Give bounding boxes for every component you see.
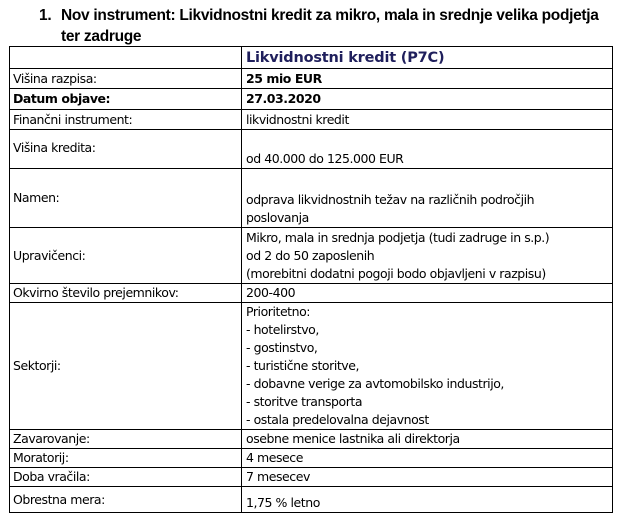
header-label-cell bbox=[10, 47, 242, 69]
row-label: Moratorij: bbox=[10, 449, 242, 468]
table-row bbox=[10, 169, 613, 228]
value-line: - turistične storitve, bbox=[246, 358, 360, 373]
value-line: - gostinstvo, bbox=[246, 340, 318, 355]
row-label: Višina razpisa: bbox=[10, 69, 242, 89]
value-line: - storitve transporta bbox=[246, 394, 363, 409]
table-row bbox=[10, 284, 613, 303]
row-value bbox=[242, 303, 613, 430]
row-label: Sektorji: bbox=[10, 303, 242, 430]
value-line: od 2 do 50 zaposlenih bbox=[246, 247, 375, 263]
table-row bbox=[10, 228, 613, 284]
row-value: 1,75 % letno bbox=[242, 487, 613, 513]
value-line: - dobavne verige za avtomobilsko industrijo, bbox=[246, 376, 504, 391]
row-label: Zavarovanje: bbox=[10, 430, 242, 449]
table-row bbox=[10, 449, 613, 468]
table-row bbox=[10, 130, 613, 169]
table-row bbox=[10, 89, 613, 110]
value-line: Mikro, mala in srednja podjetja (tudi zadruge in s.p.) bbox=[246, 229, 550, 245]
value-line: (morebitni dodatni pogoji bodo objavljeni v razpisu) bbox=[246, 265, 546, 281]
row-value: 4 mesece bbox=[242, 449, 613, 468]
table-row bbox=[10, 69, 613, 89]
row-value: likvidnostni kredit bbox=[242, 110, 613, 130]
row-value: 25 mio EUR bbox=[242, 69, 613, 89]
value-line: - ostala predelovalna dejavnost bbox=[246, 412, 429, 427]
value-line: poslovanja bbox=[246, 210, 309, 225]
row-label: Okvirno število prejemnikov: bbox=[10, 284, 242, 303]
row-label: Datum objave: bbox=[10, 89, 242, 110]
row-value: 200-400 bbox=[242, 284, 613, 303]
heading-number: 1. bbox=[39, 7, 52, 24]
value-line: Prioritetno: bbox=[246, 304, 311, 319]
row-label: Namen: bbox=[10, 169, 242, 228]
row-value: 7 mesecev bbox=[242, 468, 613, 487]
value-line: - hotelirstvo, bbox=[246, 322, 319, 337]
instrument-table bbox=[9, 46, 613, 513]
heading-text: Nov instrument: Likvidnostni kredit za mikro, mala in srednje velika podjetja ter zadruge bbox=[61, 7, 599, 45]
row-label: Višina kredita: bbox=[10, 130, 242, 169]
table-row bbox=[10, 430, 613, 449]
row-value bbox=[242, 228, 613, 284]
table-header-row bbox=[10, 47, 613, 69]
section-heading bbox=[39, 5, 619, 47]
table-row bbox=[10, 110, 613, 130]
row-value: od 40.000 do 125.000 EUR bbox=[242, 130, 613, 169]
table-row bbox=[10, 303, 613, 430]
row-label: Obrestna mera: bbox=[10, 487, 242, 513]
row-label: Doba vračila: bbox=[10, 468, 242, 487]
table-row bbox=[10, 468, 613, 487]
table-row bbox=[10, 487, 613, 513]
row-value bbox=[242, 169, 613, 228]
value-line: odprava likvidnostnih težav na različnih področjih bbox=[246, 192, 535, 207]
row-label: Finančni instrument: bbox=[10, 110, 242, 130]
header-title-cell: Likvidnostni kredit (P7C) bbox=[242, 47, 613, 69]
row-label: Upravičenci: bbox=[10, 228, 242, 284]
row-value: 27.03.2020 bbox=[242, 89, 613, 110]
row-value: osebne menice lastnika ali direktorja bbox=[242, 430, 613, 449]
